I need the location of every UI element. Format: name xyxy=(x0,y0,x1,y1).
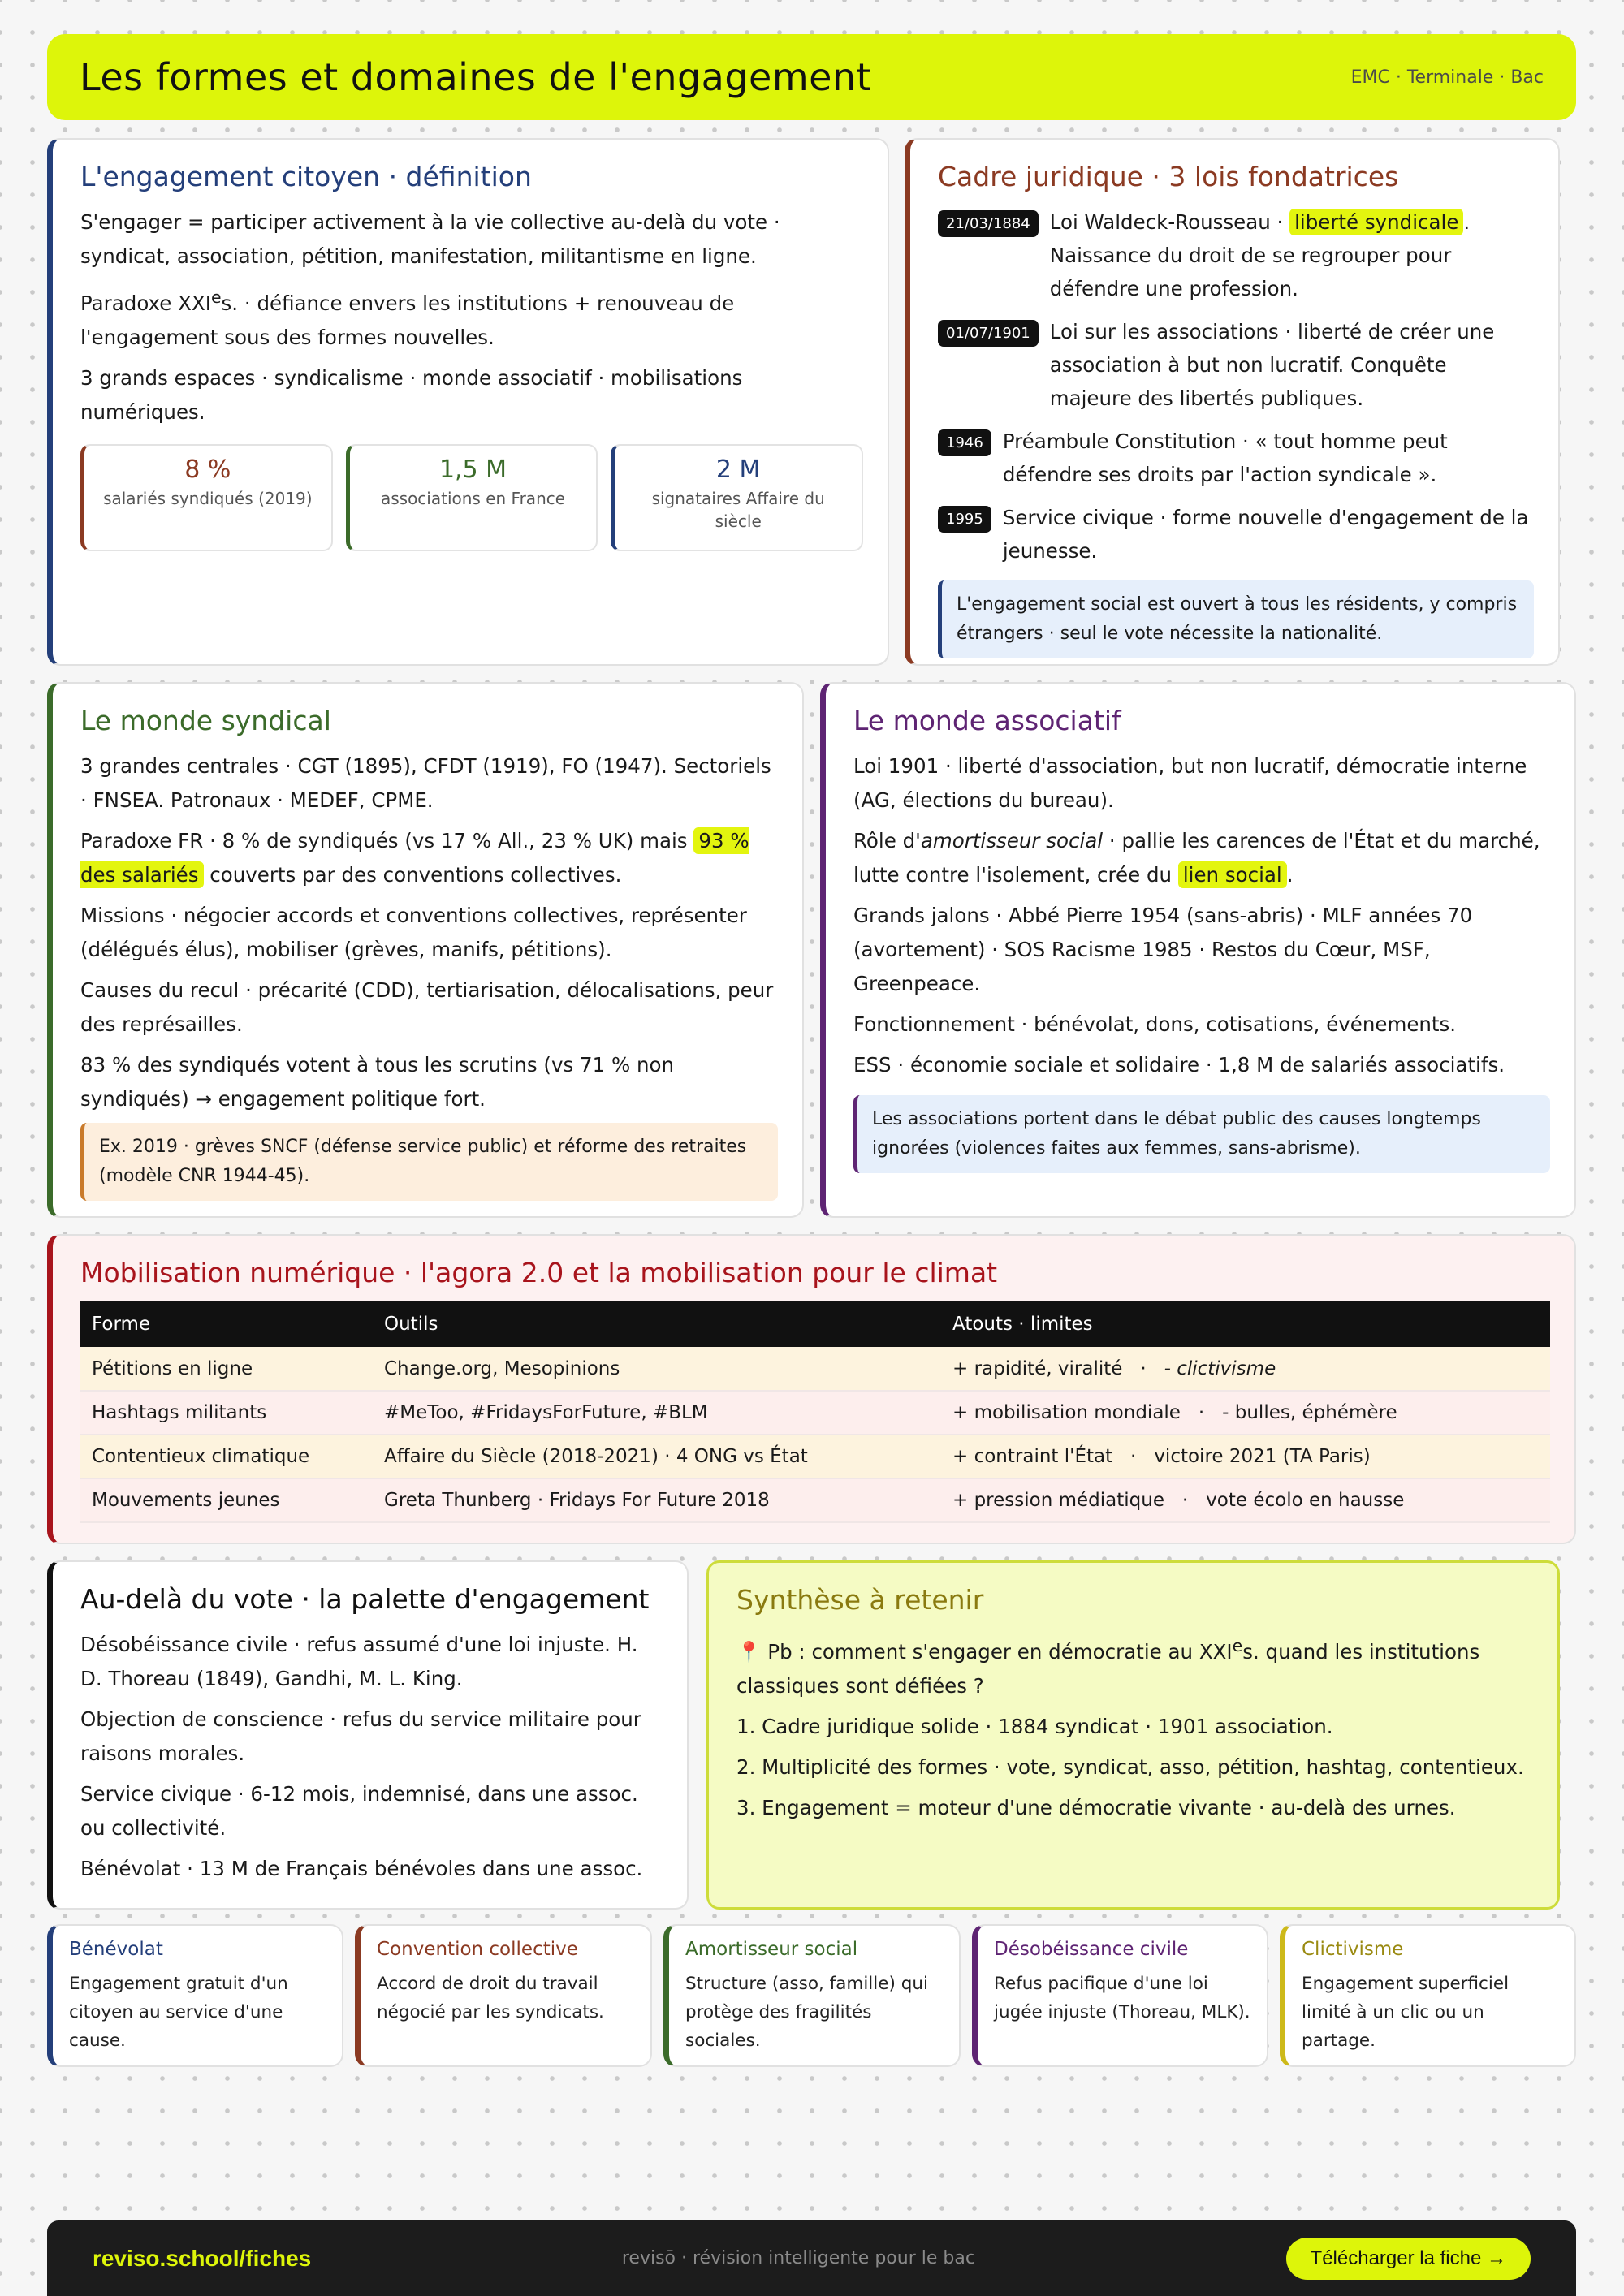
engagement-palette-card xyxy=(47,1560,689,1910)
law-date: 1995 xyxy=(938,506,991,533)
engagement-palette-title: Au-delà du vote · la palette d'engagement xyxy=(80,1583,650,1615)
table-header-row xyxy=(80,1301,1550,1347)
footer-tagline: revisō · révision intelligente pour le bac xyxy=(621,2248,975,2268)
law-item xyxy=(938,425,1534,491)
synthesis-title: Synthèse à retenir xyxy=(736,1584,984,1616)
stat-label: associations en France xyxy=(380,489,566,509)
table-row xyxy=(80,1478,1550,1522)
synthesis-item: 1. Cadre juridique solide · 1884 syndicat · 1901 association. xyxy=(736,1715,1333,1739)
law-text: Loi Waldeck-Rousseau · liberté syndicale . Naissance du droit de se regrouper pour défendre une profession. xyxy=(1049,210,1471,300)
union-paragraph-5: 83 % des syndiqués votent à tous les scrutins (vs 71 % non syndiqués) → engagement politique fort. xyxy=(80,1053,675,1111)
association-paragraph-1: Loi 1901 · liberté d'association, but non lucratif, démocratie interne (AG, élections du bureau). xyxy=(853,754,1527,812)
law-text: Loi sur les associations · liberté de créer une association à but non lucratif. Conquête majeure des libertés publiques. xyxy=(1049,320,1495,410)
law-text: Service civique · forme nouvelle d'engagement de la jeunesse. xyxy=(1002,506,1529,563)
synthesis-item: 3. Engagement = moteur d'une démocratie vivante · au-delà des urnes. xyxy=(736,1796,1456,1820)
stats-row xyxy=(80,444,863,551)
header-meta: EMC · Terminale · Bac xyxy=(1350,67,1544,88)
association-paragraph-3: Grands jalons · Abbé Pierre 1954 (sans-abris) · MLF années 70 (avortement) · SOS Racisme 1985 · Restos du Cœur, MSF, Greenpeace. xyxy=(853,904,1473,995)
table-cell: + rapidité, viralité · - clictivisme xyxy=(941,1347,1550,1391)
union-paragraph-4: Causes du recul · précarité (CDD), tertiarisation, délocalisations, peur des représailles. xyxy=(80,978,774,1036)
page-header xyxy=(47,34,1576,120)
union-card xyxy=(47,682,804,1218)
definition-paragraph-3: 3 grands espaces · syndicalisme · monde associatif · mobilisations numériques. xyxy=(80,366,743,425)
glossary-term: Clictivisme xyxy=(1302,1939,1404,1960)
digital-mobilisation-card xyxy=(47,1234,1576,1544)
synthesis-problem: 📍 Pb : comment s'engager en démocratie au XXIes. quand les institutions classiques sont défiées ? xyxy=(736,1636,1480,1698)
column-header: Forme xyxy=(80,1301,373,1347)
glossary-definition: Engagement gratuit d'un citoyen au service d'une cause. xyxy=(69,1974,288,2051)
law-text: Préambule Constitution · « tout homme peut défendre ses droits par l'action syndicale ». xyxy=(1002,429,1448,486)
stat-label: salariés syndiqués (2019) xyxy=(103,489,313,509)
union-paragraph-3: Missions · négocier accords et conventions collectives, représenter (délégués élus), mobiliser (grèves, manifs, pétitions). xyxy=(80,904,747,961)
brand-link[interactable]: reviso.school/fiches xyxy=(93,2245,312,2271)
table-row xyxy=(80,1347,1550,1391)
table-cell: Contentieux climatique xyxy=(80,1435,373,1478)
stat-card xyxy=(611,444,863,551)
legal-framework-title: Cadre juridique · 3 lois fondatrices xyxy=(938,161,1399,192)
table-cell: + contraint l'État · victoire 2021 (TA Paris) xyxy=(941,1435,1550,1478)
table-cell: Hashtags militants xyxy=(80,1391,373,1435)
law-date: 21/03/1884 xyxy=(938,210,1039,237)
stat-card xyxy=(80,444,333,551)
mobilisation-table xyxy=(80,1301,1550,1523)
column-header: Outils xyxy=(373,1301,941,1347)
palette-paragraph-4: Bénévolat · 13 M de Français bénévoles dans une assoc. xyxy=(80,1857,643,1880)
definition-card xyxy=(47,138,889,666)
stat-card xyxy=(346,444,598,551)
table-row xyxy=(80,1391,1550,1435)
union-paragraph-1: 3 grandes centrales · CGT (1895), CFDT (1919), FO (1947). Sectoriels · FNSEA. Patronaux · MEDEF, CPME. xyxy=(80,754,771,812)
law-item xyxy=(938,205,1534,305)
law-date: 01/07/1901 xyxy=(938,320,1039,347)
palette-paragraph-1: Désobéissance civile · refus assumé d'une loi injuste. H. D. Thoreau (1849), Gandhi, M. L. King. xyxy=(80,1633,638,1690)
table-cell: Pétitions en ligne xyxy=(80,1347,373,1391)
stat-value: 2 M xyxy=(715,455,761,485)
union-example-note: Ex. 2019 · grèves SNCF (défense service public) et réforme des retraites (modèle CNR 1944-45). xyxy=(80,1123,778,1201)
glossary-card xyxy=(47,1924,343,2067)
definition-paragraph-2: Paradoxe $XXI^es$. · défiance envers les institutions + renouveau de l'engagement sous des formes nouvelles. xyxy=(80,287,735,350)
table-cell: Change.org, Mesopinions xyxy=(373,1347,941,1391)
stat-value: 1,5 M xyxy=(438,455,508,485)
glossary-definition: Accord de droit du travail négocié par les syndicats. xyxy=(377,1974,604,2022)
glossary-definition: Structure (asso, famille) qui protège des fragilités sociales. xyxy=(685,1974,928,2051)
table-cell: Mouvements jeunes xyxy=(80,1478,373,1522)
table-cell: Affaire du Siècle (2018-2021) · 4 ONG vs État xyxy=(373,1435,941,1478)
association-card xyxy=(820,682,1576,1218)
table-cell: + pression médiatique · vote écolo en hausse xyxy=(941,1478,1550,1522)
table-row xyxy=(80,1435,1550,1478)
legal-note: L'engagement social est ouvert à tous les résidents, y compris étrangers · seul le vote nécessite la nationalité. xyxy=(938,580,1534,658)
stat-value: 8 % xyxy=(184,455,231,485)
palette-paragraph-3: Service civique · 6-12 mois, indemnisé, dans une assoc. ou collectivité. xyxy=(80,1782,638,1840)
glossary-term: Convention collective xyxy=(377,1939,578,1960)
glossary-term: Désobéissance civile xyxy=(994,1939,1189,1960)
page-footer xyxy=(47,2220,1576,2296)
glossary-card xyxy=(1280,1924,1576,2067)
law-item xyxy=(938,501,1534,568)
law-item xyxy=(938,315,1534,415)
glossary-definition: Refus pacifique d'une loi jugée injuste (Thoreau, MLK). xyxy=(994,1974,1250,2022)
glossary-term: Bénévolat xyxy=(69,1939,163,1960)
definition-paragraph-1: S'engager = participer activement à la vie collective au-delà du vote · syndicat, association, pétition, manifestation, militantisme en ligne. xyxy=(80,210,780,268)
table-cell: #MeToo, #FridaysForFuture, #BLM xyxy=(373,1391,941,1435)
table-cell: + mobilisation mondiale · - bulles, éphémère xyxy=(941,1391,1550,1435)
union-title: Le monde syndical xyxy=(80,705,331,736)
stat-label: signataires Affaire du siècle xyxy=(651,489,825,532)
glossary-card xyxy=(663,1924,961,2067)
download-button[interactable]: Télécharger la fiche → xyxy=(1286,2238,1531,2280)
digital-mobilisation-title: Mobilisation numérique · l'agora 2.0 et la mobilisation pour le climat xyxy=(80,1257,998,1288)
association-note: Les associations portent dans le débat public des causes longtemps ignorées (violences faites aux femmes, sans-abrisme). xyxy=(853,1095,1550,1173)
column-header: Atouts · limites xyxy=(941,1301,1550,1347)
union-paragraph-2: Paradoxe FR · 8 % de syndiqués (vs 17 % All., 23 % UK) mais 93 % des salariés couverts par des conventions collectives. xyxy=(80,829,749,887)
association-title: Le monde associatif xyxy=(853,705,1121,736)
synthesis-card xyxy=(706,1560,1560,1910)
legal-framework-card xyxy=(905,138,1560,666)
synthesis-item: 2. Multiplicité des formes · vote, syndicat, asso, pétition, hashtag, contentieux. xyxy=(736,1755,1524,1780)
page-title: Les formes et domaines de l'engagement xyxy=(80,55,872,99)
glossary-card xyxy=(355,1924,652,2067)
association-paragraph-5: ESS · économie sociale et solidaire · 1,8 M de salariés associatifs. xyxy=(853,1053,1505,1077)
glossary-card xyxy=(972,1924,1268,2067)
palette-paragraph-2: Objection de conscience · refus du service militaire pour raisons morales. xyxy=(80,1707,641,1765)
law-date: 1946 xyxy=(938,429,991,456)
definition-title: L'engagement citoyen · définition xyxy=(80,161,532,192)
glossary-definition: Engagement superficiel limité à un clic ou un partage. xyxy=(1302,1974,1510,2051)
table-cell: Greta Thunberg · Fridays For Future 2018 xyxy=(373,1478,941,1522)
glossary-term: Amortisseur social xyxy=(685,1939,858,1960)
association-paragraph-4: Fonctionnement · bénévolat, dons, cotisations, événements. xyxy=(853,1012,1457,1036)
association-paragraph-2: Rôle d'amortisseur social · pallie les carences de l'État et du marché, lutte contre l'isolement, crée du lien social . xyxy=(853,829,1540,887)
